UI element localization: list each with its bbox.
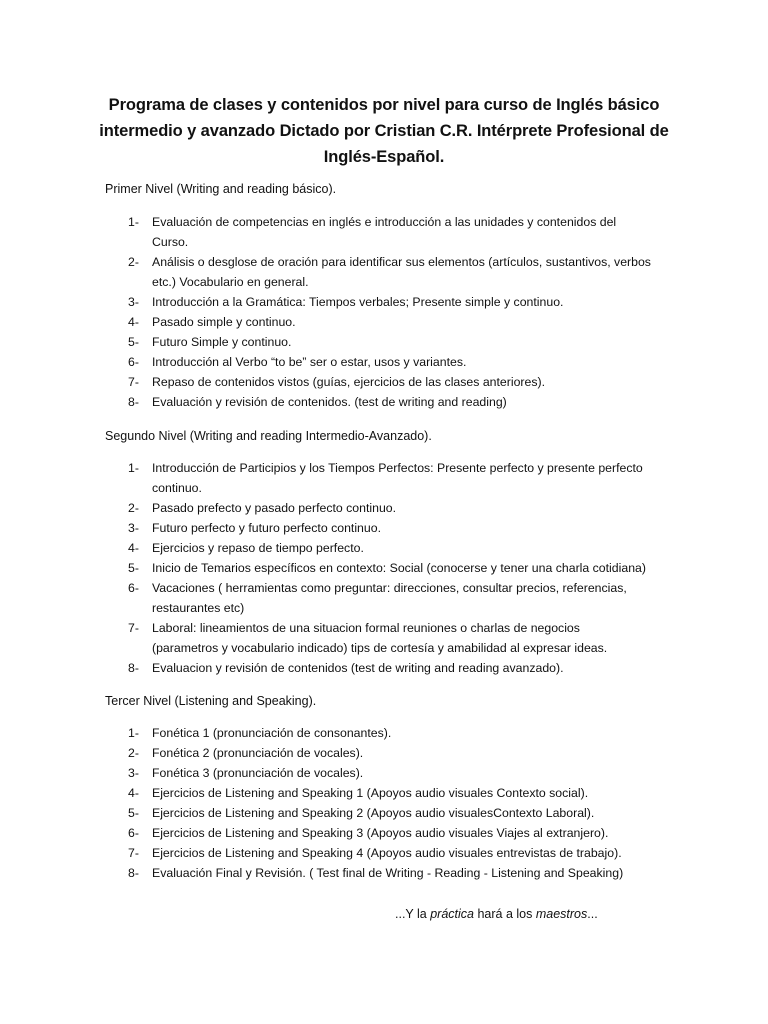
item-text-line: Análisis o desglose de oración para identificar sus elementos (artículos, sustantivos, verbos	[152, 255, 651, 269]
item-text	[152, 658, 668, 678]
item-text	[152, 212, 668, 252]
list-item	[128, 803, 668, 823]
item-text-line: Laboral: lineamientos de una situacion formal reuniones o charlas de negocios	[152, 621, 580, 635]
item-text	[152, 312, 668, 332]
item-number: 7-	[128, 375, 139, 389]
item-number: 1-	[128, 461, 139, 475]
item-text	[152, 518, 668, 538]
section-list-segundo-nivel	[128, 458, 668, 678]
list-item	[128, 658, 668, 678]
item-text	[152, 743, 668, 763]
list-item	[128, 783, 668, 803]
list-item	[128, 843, 668, 863]
item-number: 7-	[128, 846, 139, 860]
item-number: 5-	[128, 335, 139, 349]
section-heading-segundo-nivel: Segundo Nivel (Writing and reading Intermedio-Avanzado).	[105, 429, 432, 443]
list-item	[128, 212, 668, 252]
list-item	[128, 292, 668, 312]
item-text-line: Introducción al Verbo “to be” ser o estar, usos y variantes.	[152, 355, 467, 369]
item-text-line: Ejercicios de Listening and Speaking 2 (Apoyos audio visualesContexto Laboral).	[152, 806, 595, 820]
item-text	[152, 723, 668, 743]
closing-text-1: ...Y la	[395, 907, 431, 921]
item-number: 6-	[128, 826, 139, 840]
item-text-line: Ejercicios de Listening and Speaking 4 (Apoyos audio visuales entrevistas de trabajo).	[152, 846, 622, 860]
item-number: 6-	[128, 355, 139, 369]
item-text-line: Repaso de contenidos vistos (guías, ejercicios de las clases anteriores).	[152, 375, 546, 389]
item-text	[152, 538, 668, 558]
item-text-line: Introducción de Participios y los Tiempos Perfectos: Presente perfecto y presente perfecto	[152, 461, 643, 475]
section-heading-primer-nivel: Primer Nivel (Writing and reading básico).	[105, 182, 337, 196]
item-text-line: Fonética 2 (pronunciación de vocales).	[152, 746, 364, 760]
item-text-line: Curso.	[152, 235, 189, 249]
item-text	[152, 458, 668, 498]
item-text-line: Inicio de Temarios específicos en contexto: Social (conocerse y tener una charla cotidiana)	[152, 561, 646, 575]
section-list-tercer-nivel	[128, 723, 668, 883]
section-heading-tercer-nivel: Tercer Nivel (Listening and Speaking).	[105, 694, 317, 708]
item-text-line: Ejercicios y repaso de tiempo perfecto.	[152, 541, 364, 555]
item-number: 7-	[128, 621, 139, 635]
item-text-line: etc.) Vocabulario en general.	[152, 275, 309, 289]
item-text	[152, 332, 668, 352]
item-number: 3-	[128, 295, 139, 309]
item-text-line: Introducción a la Gramática: Tiempos verbales; Presente simple y continuo.	[152, 295, 564, 309]
item-text	[152, 392, 668, 412]
list-item	[128, 538, 668, 558]
list-item	[128, 252, 668, 292]
list-item	[128, 743, 668, 763]
item-number: 2-	[128, 746, 139, 760]
closing-text-3: ...	[587, 907, 598, 921]
item-text	[152, 763, 668, 783]
item-text-line: Ejercicios de Listening and Speaking 3 (Apoyos audio visuales Viajes al extranjero).	[152, 826, 609, 840]
item-number: 4-	[128, 786, 139, 800]
item-text	[152, 783, 668, 803]
item-text	[152, 863, 668, 883]
item-number: 5-	[128, 806, 139, 820]
item-number: 3-	[128, 521, 139, 535]
item-text-line: continuo.	[152, 481, 202, 495]
item-number: 1-	[128, 215, 139, 229]
item-text-line: Evaluacion y revisión de contenidos (test de writing and reading avanzado).	[152, 661, 564, 675]
list-item	[128, 723, 668, 743]
item-number: 2-	[128, 255, 139, 269]
title-line-2: intermedio y avanzado Dictado por Cristian C.R. Intérprete Profesional de	[99, 122, 669, 140]
item-text	[152, 558, 668, 578]
item-text-line: (parametros y vocabulario indicado) tips de cortesía y amabilidad al expresar ideas.	[152, 641, 608, 655]
list-item	[128, 498, 668, 518]
list-item	[128, 863, 668, 883]
item-number: 1-	[128, 726, 139, 740]
item-number: 4-	[128, 315, 139, 329]
item-text-line: Vacaciones ( herramientas como preguntar: direcciones, consultar precios, referencias,	[152, 581, 627, 595]
item-text	[152, 292, 668, 312]
item-text	[152, 823, 668, 843]
closing-emphasis-practica: práctica	[430, 907, 474, 921]
item-number: 8-	[128, 661, 139, 675]
item-text	[152, 252, 668, 292]
item-text-line: Futuro perfecto y futuro perfecto continuo.	[152, 521, 381, 535]
item-number: 2-	[128, 501, 139, 515]
closing-text-2: hará a los	[474, 907, 536, 921]
item-text-line: restaurantes etc)	[152, 601, 245, 615]
item-text-line: Fonética 1 (pronunciación de consonantes).	[152, 726, 392, 740]
item-number: 3-	[128, 766, 139, 780]
section-list-primer-nivel	[128, 212, 668, 412]
list-item	[128, 332, 668, 352]
list-item	[128, 823, 668, 843]
list-item	[128, 618, 668, 658]
list-item	[128, 312, 668, 332]
list-item	[128, 578, 668, 618]
list-item	[128, 372, 668, 392]
item-text-line: Ejercicios de Listening and Speaking 1 (Apoyos audio visuales Contexto social).	[152, 786, 589, 800]
title-line-3: Inglés-Español.	[323, 148, 445, 166]
item-text-line: Pasado simple y continuo.	[152, 315, 296, 329]
list-item	[128, 558, 668, 578]
list-item	[128, 763, 668, 783]
item-text-line: Evaluación y revisión de contenidos. (test de writing and reading)	[152, 395, 507, 409]
item-text	[152, 498, 668, 518]
item-text-line: Evaluación Final y Revisión. ( Test final de Writing - Reading - Listening and Speaking)	[152, 866, 624, 880]
item-text	[152, 618, 668, 658]
item-number: 4-	[128, 541, 139, 555]
item-text	[152, 372, 668, 392]
item-text-line: Pasado prefecto y pasado perfecto continuo.	[152, 501, 397, 515]
item-text	[152, 803, 668, 823]
list-item	[128, 392, 668, 412]
closing-emphasis-maestros: maestros	[535, 907, 588, 921]
item-text	[152, 352, 668, 372]
list-item	[128, 518, 668, 538]
list-item	[128, 458, 668, 498]
item-text-line: Fonética 3 (pronunciación de vocales).	[152, 766, 364, 780]
item-text	[152, 843, 668, 863]
item-text	[152, 578, 668, 618]
item-number: 6-	[128, 581, 139, 595]
item-number: 5-	[128, 561, 139, 575]
item-number: 8-	[128, 866, 139, 880]
closing-quote	[395, 906, 598, 922]
title-line-1: Programa de clases y contenidos por nivel para curso de Inglés básico	[108, 96, 660, 114]
item-number: 8-	[128, 395, 139, 409]
list-item	[128, 352, 668, 372]
item-text-line: Evaluación de competencias en inglés e introducción a las unidades y contenidos del	[152, 215, 617, 229]
document-title	[88, 92, 680, 170]
item-text-line: Futuro Simple y continuo.	[152, 335, 292, 349]
